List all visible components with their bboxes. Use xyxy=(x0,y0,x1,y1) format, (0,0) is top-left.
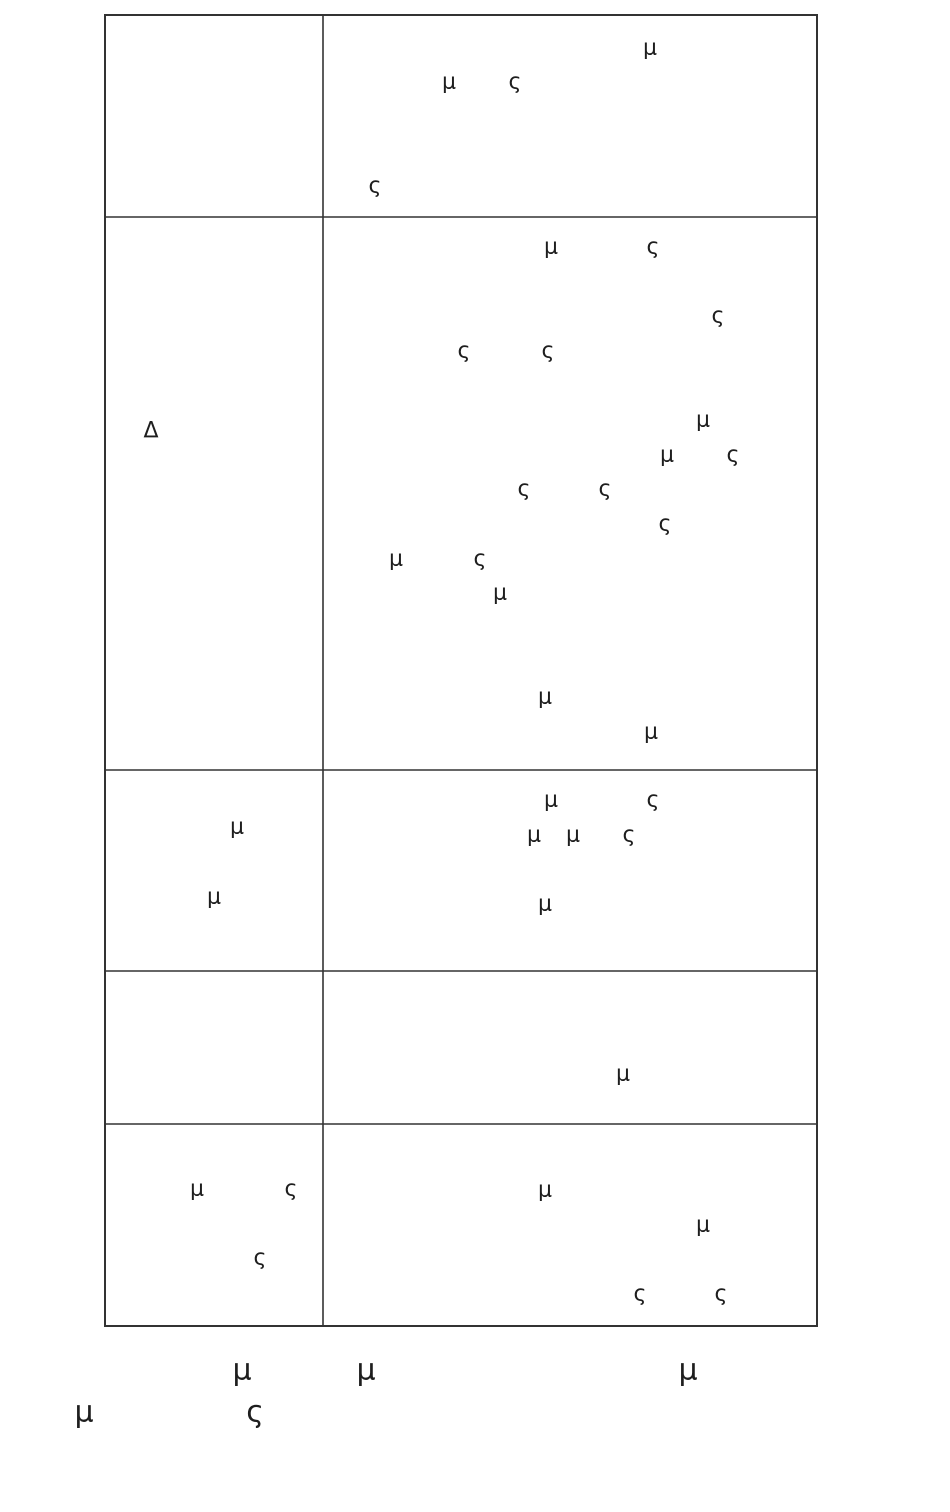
cell-sigma-symbol: ς xyxy=(284,1176,298,1202)
cell-mu-symbol: μ xyxy=(566,822,580,848)
cell-sigma-symbol: ς xyxy=(598,476,612,502)
cell-mu-symbol: μ xyxy=(544,787,558,813)
cell-mu-symbol: μ xyxy=(696,407,710,433)
cell-sigma-symbol: ς xyxy=(253,1245,267,1271)
cell-mu-symbol: μ xyxy=(660,442,674,468)
cell-sigma-symbol: ς xyxy=(368,173,382,199)
cell-mu-symbol: μ xyxy=(230,814,244,840)
cell-mu-symbol: μ xyxy=(538,1177,552,1203)
cell-sigma-symbol: ς xyxy=(622,822,636,848)
cell-mu-symbol: μ xyxy=(207,884,221,910)
cell-sigma-symbol: ς xyxy=(541,338,555,364)
cell-sigma-symbol: ς xyxy=(711,303,725,329)
cell-sigma-symbol: ς xyxy=(517,476,531,502)
cell-sigma-symbol: ς xyxy=(457,338,471,364)
outside-mu-symbol: μ xyxy=(232,1352,252,1388)
cell-sigma-symbol: ς xyxy=(646,787,660,813)
cell-mu-symbol: μ xyxy=(643,35,657,61)
cell-mu-symbol: μ xyxy=(616,1061,630,1087)
cell-mu-symbol: μ xyxy=(493,580,507,606)
cell-delta-symbol: Δ xyxy=(143,418,159,444)
outside-mu-symbol: μ xyxy=(74,1394,94,1430)
cell-mu-symbol: μ xyxy=(538,684,552,710)
grid-frame xyxy=(105,15,817,1326)
cell-sigma-symbol: ς xyxy=(714,1281,728,1307)
cell-sigma-symbol: ς xyxy=(658,511,672,537)
cell-mu-symbol: μ xyxy=(442,69,456,95)
outside-mu-symbol: μ xyxy=(356,1352,376,1388)
cell-sigma-symbol: ς xyxy=(508,69,522,95)
cell-mu-symbol: μ xyxy=(389,546,403,572)
cell-sigma-symbol: ς xyxy=(473,546,487,572)
cell-mu-symbol: μ xyxy=(527,822,541,848)
cell-sigma-symbol: ς xyxy=(633,1281,647,1307)
outside-markers xyxy=(74,1353,697,1430)
outside-sigma-symbol: ς xyxy=(246,1394,264,1430)
cell-mu-symbol: μ xyxy=(644,719,658,745)
cell-sigma-symbol: ς xyxy=(646,234,660,260)
cell-mu-symbol: μ xyxy=(190,1176,204,1202)
cell-markers xyxy=(143,36,739,1307)
cell-mu-symbol: μ xyxy=(544,234,558,260)
cell-mu-symbol: μ xyxy=(696,1212,710,1238)
cell-mu-symbol: μ xyxy=(538,891,552,917)
outside-mu-symbol: μ xyxy=(678,1352,698,1388)
cell-sigma-symbol: ς xyxy=(726,442,740,468)
